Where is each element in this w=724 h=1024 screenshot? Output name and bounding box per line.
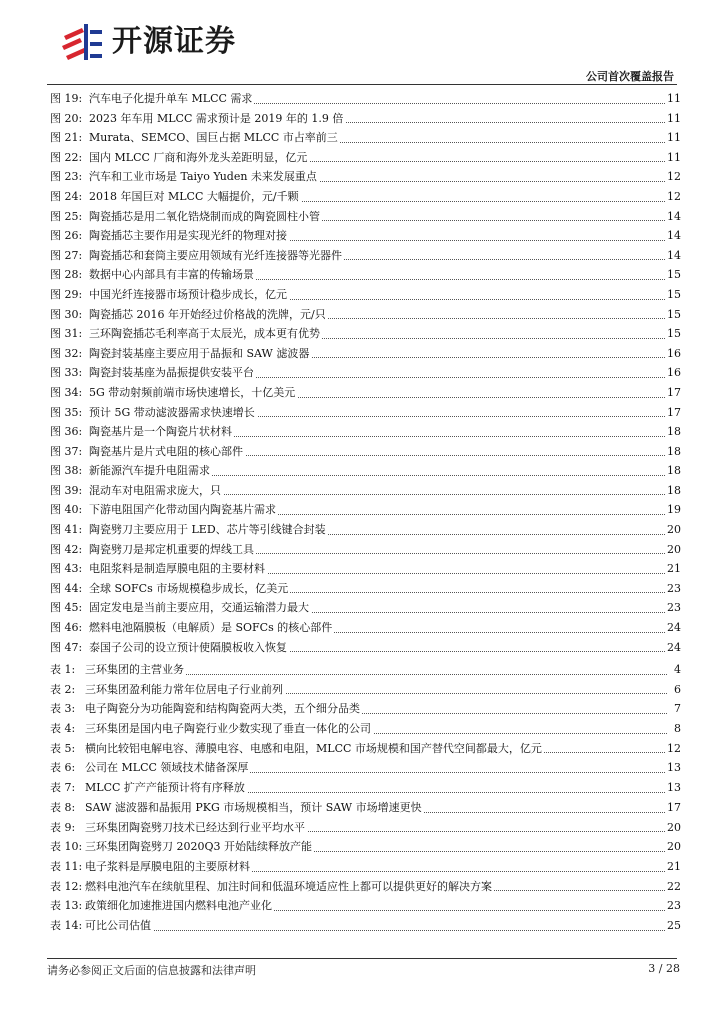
toc-entry[interactable] <box>47 660 681 680</box>
toc-entry[interactable] <box>47 324 681 344</box>
toc-entry-page: 18 <box>666 481 681 501</box>
toc-entry-title: 陶瓷劈刀是邦定机重要的焊线工具 <box>89 540 256 560</box>
toc-entry[interactable] <box>47 422 681 442</box>
toc-entry[interactable] <box>47 719 681 739</box>
footer-disclaimer: 请务必参阅正文后面的信息披露和法律声明 <box>47 964 256 977</box>
toc-entry-page: 17 <box>666 383 681 403</box>
toc-entry-page: 18 <box>666 461 681 481</box>
toc-entry-page: 12 <box>666 167 681 187</box>
toc-entry-title: 全球 SOFCs 市场规模稳步成长，亿美元 <box>89 579 290 599</box>
toc-entry-label: 图 43: <box>50 562 83 576</box>
toc-entry-page: 18 <box>666 442 681 462</box>
toc-entry-label: 图 34: <box>50 385 83 399</box>
toc-entry-page: 12 <box>666 187 681 207</box>
toc-entry-page: 11 <box>666 148 681 168</box>
toc-entry-label: 表 4: <box>50 722 76 736</box>
toc-entry[interactable] <box>47 520 681 540</box>
toc-entry-page: 11 <box>666 89 681 109</box>
toc-entry-label: 图 39: <box>50 483 83 497</box>
toc-entry-label: 图 44: <box>50 581 83 595</box>
toc-entry-title: 陶瓷劈刀主要应用于 LED、芯片等引线键合封装 <box>89 520 328 540</box>
page-header <box>0 0 724 90</box>
toc-entry-title: 新能源汽车提升电阻需求 <box>89 461 212 481</box>
toc-entry-label: 图 35: <box>50 405 83 419</box>
toc-entry-title: 数据中心内部具有丰富的传输场景 <box>89 265 256 285</box>
toc-entry-title: 公司在 MLCC 领域技术储备深厚 <box>85 758 250 778</box>
toc-entry-page: 14 <box>666 226 681 246</box>
toc-entry[interactable] <box>47 758 681 778</box>
toc-entry[interactable] <box>47 265 681 285</box>
toc-entry-label: 图 26: <box>50 229 83 243</box>
toc-entry-title: 陶瓷插芯和套筒主要应用领域有光纤连接器等光器件 <box>89 246 344 266</box>
kaiyuan-logo-icon <box>60 22 104 62</box>
toc-entry-label: 图 33: <box>50 366 83 380</box>
toc-entry-title: 2018 年国巨对 MLCC 大幅提价，元/千颗 <box>89 187 301 207</box>
company-logo <box>60 22 260 62</box>
toc-entry-label: 图 45: <box>50 601 83 615</box>
toc-entry-page: 12 <box>666 739 681 759</box>
figures-toc <box>47 89 681 657</box>
toc-entry-label: 图 40: <box>50 503 83 517</box>
toc-entry[interactable] <box>47 699 681 719</box>
toc-entry-label: 表 11: <box>50 859 83 873</box>
toc-entry[interactable] <box>47 598 681 618</box>
toc-entry[interactable] <box>47 285 681 305</box>
toc-entry-label: 图 22: <box>50 150 83 164</box>
toc-entry-page: 11 <box>666 109 681 129</box>
toc-entry[interactable] <box>47 148 681 168</box>
toc-entry-title: 电阻浆料是制造厚膜电阻的主要材料 <box>89 559 267 579</box>
toc-entry-page: 23 <box>666 598 681 618</box>
toc-entry-title: 汽车电子化提升单车 MLCC 需求 <box>89 89 254 109</box>
toc-entry-label: 表 6: <box>50 761 76 775</box>
toc-entry-title: 陶瓷封装基座为晶振提供安装平台 <box>89 363 256 383</box>
toc-entry-title: 可比公司估值 <box>85 916 153 936</box>
toc-entry[interactable] <box>47 798 681 818</box>
header-divider <box>47 84 677 85</box>
toc-entry-title: 陶瓷插芯 2016 年开始经过价格战的洗牌，元/只 <box>89 305 328 325</box>
toc-entry[interactable] <box>47 109 681 129</box>
toc-entry-title: 燃料电池隔膜板（电解质）是 SOFCs 的核心部件 <box>89 618 334 638</box>
toc-entry[interactable] <box>47 305 681 325</box>
toc-entry-page: 20 <box>666 818 681 838</box>
toc-entry-title: 横向比较铝电解电容、薄膜电容、电感和电阻，MLCC 市场规模和国产替代空间都最大，亿元 <box>85 739 544 759</box>
toc-entry[interactable] <box>47 857 681 877</box>
toc-entry[interactable] <box>47 89 681 109</box>
toc-entry-page: 4 <box>673 660 681 680</box>
page-number: 3 / 28 <box>648 962 680 975</box>
toc-entry[interactable] <box>47 877 681 897</box>
toc-entry-label: 表 7: <box>50 781 76 795</box>
toc-entry[interactable] <box>47 226 681 246</box>
toc-entry-title: 预计 5G 带动滤波器需求快速增长 <box>89 403 257 423</box>
toc-entry-title: SAW 滤波器和晶振用 PKG 市场规模相当，预计 SAW 市场增速更快 <box>85 798 424 818</box>
toc-entry[interactable] <box>47 916 681 936</box>
toc-entry-title: 三环集团的主营业务 <box>85 660 186 680</box>
toc-entry[interactable] <box>47 403 681 423</box>
toc-entry-page: 23 <box>666 579 681 599</box>
toc-entry-page: 20 <box>666 520 681 540</box>
toc-entry-title: 三环集团陶瓷劈刀 2020Q3 开始陆续释放产能 <box>85 837 314 857</box>
toc-entry-page: 13 <box>666 758 681 778</box>
toc-entry-title: 陶瓷插芯是用二氧化锆烧制而成的陶瓷圆柱小管 <box>89 207 322 227</box>
toc-entry-title: 电子陶瓷分为功能陶瓷和结构陶瓷两大类，五个细分品类 <box>85 699 362 719</box>
toc-entry[interactable] <box>47 461 681 481</box>
toc-entry[interactable] <box>47 540 681 560</box>
toc-entry-label: 图 42: <box>50 542 83 556</box>
toc-entry[interactable] <box>47 383 681 403</box>
toc-entry-page: 25 <box>666 916 681 936</box>
toc-entry-page: 19 <box>666 500 681 520</box>
toc-entry[interactable] <box>47 818 681 838</box>
toc-entry[interactable] <box>47 739 681 759</box>
toc-entry[interactable] <box>47 680 681 700</box>
toc-entry-title: 5G 带动射频前端市场快速增长，十亿美元 <box>89 383 297 403</box>
toc-entry-page: 18 <box>666 422 681 442</box>
toc-entry-label: 表 10: <box>50 840 83 854</box>
toc-entry-page: 24 <box>666 618 681 638</box>
toc-entry[interactable] <box>47 481 681 501</box>
toc-entry-title: 陶瓷基片是一个陶瓷片状材料 <box>89 422 234 442</box>
toc-entry-page: 8 <box>673 719 681 739</box>
toc-entry[interactable] <box>47 778 681 798</box>
toc-entry-title: 陶瓷基片是片式电阻的核心部件 <box>89 442 245 462</box>
toc-entry-title: 三环集团陶瓷劈刀技术已经达到行业平均水平 <box>85 818 307 838</box>
toc-entry-page: 20 <box>666 837 681 857</box>
toc-entry-page: 11 <box>666 128 681 148</box>
toc-entry-label: 图 29: <box>50 287 83 301</box>
tables-toc <box>47 660 681 936</box>
toc-entry-label: 图 30: <box>50 307 83 321</box>
toc-entry[interactable] <box>47 207 681 227</box>
toc-entry-label: 图 38: <box>50 464 83 478</box>
toc-entry-title: 国内 MLCC 厂商和海外龙头差距明显，亿元 <box>89 148 309 168</box>
toc-entry-label: 图 37: <box>50 444 83 458</box>
toc-entry-title: 汽车和工业市场是 Taiyo Yuden 未来发展重点 <box>89 167 319 187</box>
toc-entry-title: 三环集团是国内电子陶瓷行业少数实现了垂直一体化的公司 <box>85 719 373 739</box>
toc-entry-title: 下游电阻国产化带动国内陶瓷基片需求 <box>89 500 278 520</box>
toc-entry-page: 15 <box>666 285 681 305</box>
toc-entry[interactable] <box>47 896 681 916</box>
toc-entry-label: 图 47: <box>50 640 83 654</box>
toc-entry[interactable] <box>47 187 681 207</box>
toc-entry-page: 15 <box>666 265 681 285</box>
toc-entry-page: 16 <box>666 344 681 364</box>
toc-entry-label: 图 23: <box>50 170 83 184</box>
toc-entry-page: 14 <box>666 246 681 266</box>
toc-entry-page: 16 <box>666 363 681 383</box>
toc-entry-page: 15 <box>666 324 681 344</box>
toc-entry-label: 图 24: <box>50 189 83 203</box>
toc-entry-label: 表 14: <box>50 918 83 932</box>
toc-entry-label: 表 8: <box>50 800 76 814</box>
logo-text: 开源证券 <box>112 24 236 59</box>
toc-entry-title: 泰国子公司的设立预计使隔膜板收入恢复 <box>89 638 289 658</box>
toc-entry[interactable] <box>47 128 681 148</box>
toc-entry-label: 表 12: <box>50 879 83 893</box>
toc-entry-title: 固定发电是当前主要应用，交通运输潜力最大 <box>89 598 311 618</box>
toc-entry-title: 三环陶瓷插芯毛利率高于太辰光，成本更有优势 <box>89 324 322 344</box>
toc-entry-label: 表 3: <box>50 702 76 716</box>
toc-entry[interactable] <box>47 442 681 462</box>
toc-entry-title: 2023 年车用 MLCC 需求预计是 2019 年的 1.9 倍 <box>89 109 345 129</box>
report-type: 公司首次覆盖报告 <box>586 70 674 83</box>
toc-entry-page: 22 <box>666 877 681 897</box>
toc-entry[interactable] <box>47 638 681 658</box>
toc-entry[interactable] <box>47 246 681 266</box>
toc-entry-page: 23 <box>666 896 681 916</box>
toc-entry-label: 图 31: <box>50 327 83 341</box>
toc-entry-label: 图 19: <box>50 92 83 105</box>
toc-entry-title: MLCC 扩产产能预计将有序释放 <box>85 778 247 798</box>
toc-entry-title: 陶瓷封装基座主要应用于晶振和 SAW 滤波器 <box>89 344 311 364</box>
toc-entry-page: 17 <box>666 403 681 423</box>
toc-entry-label: 图 36: <box>50 425 83 439</box>
toc-entry-title: 燃料电池汽车在续航里程、加注时间和低温环境适应性上都可以提供更好的解决方案 <box>85 877 494 897</box>
toc-entry-title: 混动车对电阻需求庞大，只 <box>89 481 223 501</box>
toc-entry-label: 表 1: <box>50 663 76 676</box>
toc-entry-label: 表 5: <box>50 741 76 755</box>
toc-entry-title: 中国光纤连接器市场预计稳步成长，亿元 <box>89 285 289 305</box>
toc-entry[interactable] <box>47 167 681 187</box>
toc-entry-title: 电子浆料是厚膜电阻的主要原材料 <box>85 857 252 877</box>
toc-entry-label: 图 28: <box>50 268 83 282</box>
toc-entry-label: 图 25: <box>50 209 83 223</box>
toc-entry-label: 图 41: <box>50 523 83 537</box>
toc-entry-page: 13 <box>666 778 681 798</box>
toc-entry-title: 政策细化加速推进国内燃料电池产业化 <box>85 896 274 916</box>
toc-entry[interactable] <box>47 363 681 383</box>
toc-entry-title: Murata、SEMCO、国巨占据 MLCC 市占率前三 <box>89 128 340 148</box>
toc-entry[interactable] <box>47 579 681 599</box>
toc-entry[interactable] <box>47 837 681 857</box>
toc-entry-label: 表 2: <box>50 682 76 696</box>
toc-entry-page: 7 <box>673 699 681 719</box>
toc-entry-label: 图 27: <box>50 248 83 262</box>
toc-entry-page: 15 <box>666 305 681 325</box>
toc-entry-label: 图 20: <box>50 111 83 125</box>
footer-divider <box>47 958 677 959</box>
toc-entry-page: 24 <box>666 638 681 658</box>
toc-entry[interactable] <box>47 344 681 364</box>
toc-entry-label: 图 32: <box>50 346 83 360</box>
toc-entry[interactable] <box>47 500 681 520</box>
toc-leader-dots <box>89 930 667 931</box>
toc-entry[interactable] <box>47 618 681 638</box>
toc-entry-page: 20 <box>666 540 681 560</box>
toc-entry-title: 陶瓷插芯主要作用是实现光纤的物理对接 <box>89 226 289 246</box>
toc-entry-title: 三环集团盈利能力常年位居电子行业前列 <box>85 680 285 700</box>
toc-entry-label: 图 46: <box>50 621 83 635</box>
toc-entry-label: 表 13: <box>50 899 83 913</box>
toc-entry-page: 21 <box>666 857 681 877</box>
toc-entry-page: 21 <box>666 559 681 579</box>
toc-entry-page: 14 <box>666 207 681 227</box>
toc-entry-page: 17 <box>666 798 681 818</box>
toc-entry[interactable] <box>47 559 681 579</box>
toc-entry-label: 图 21: <box>50 131 83 145</box>
toc-entry-page: 6 <box>673 680 681 700</box>
toc-entry-label: 表 9: <box>50 820 76 834</box>
